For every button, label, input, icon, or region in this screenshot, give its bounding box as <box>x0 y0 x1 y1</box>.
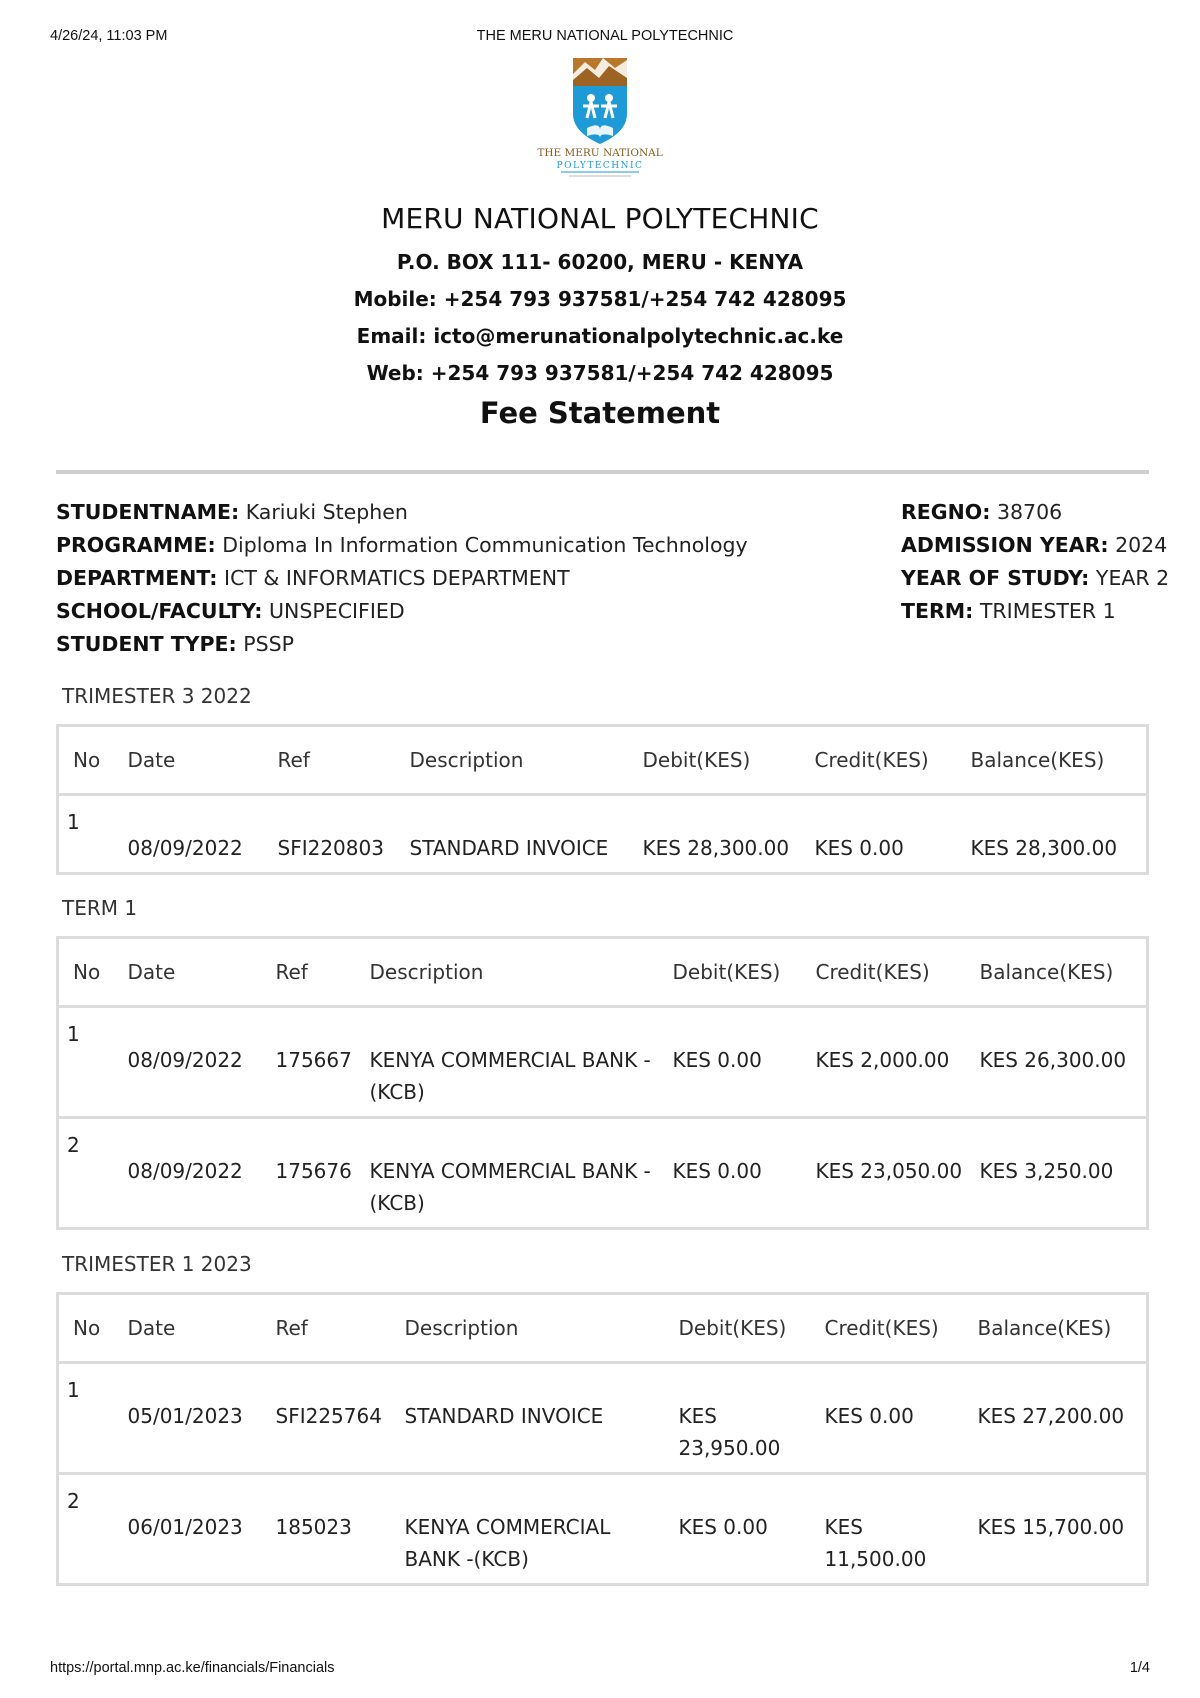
student-info-right <box>901 496 1169 628</box>
cell-no: 1 <box>67 810 80 834</box>
print-header <box>50 28 1160 48</box>
cell-debit: KES 28,300.00 <box>642 836 790 860</box>
table-header-row <box>58 938 1148 1007</box>
label-year-of-study: YEAR OF STUDY: <box>901 566 1090 590</box>
col-header-balance: Balance(KES) <box>970 1294 1148 1363</box>
cell-debit: KES 0.00 <box>672 1159 762 1183</box>
institution-name: MERU NATIONAL POLYTECHNIC <box>381 202 819 235</box>
student-admission-year: 2024 <box>1115 533 1168 557</box>
page-number: 1/4 <box>1129 1660 1150 1676</box>
cell-description: STANDARD INVOICE <box>397 1363 671 1474</box>
student-term: TRIMESTER 1 <box>979 599 1116 623</box>
cell-ref: SFI220803 <box>277 836 384 860</box>
cell-credit: KES 23,050.00 <box>815 1159 963 1183</box>
col-header-date: Date <box>120 1294 268 1363</box>
fee-table <box>56 936 1149 1230</box>
cell-date: 08/09/2022 <box>127 1159 243 1183</box>
cell-balance: KES 28,300.00 <box>970 836 1118 860</box>
col-header-ref: Ref <box>268 938 362 1007</box>
col-header-date: Date <box>120 938 268 1007</box>
cell-balance: KES 3,250.00 <box>979 1159 1114 1183</box>
cell-date: 06/01/2023 <box>127 1515 243 1539</box>
table-row <box>58 1474 1148 1585</box>
student-programme: Diploma In Information Communication Technology <box>222 533 748 557</box>
fee-table <box>56 1292 1149 1586</box>
label-programme: PROGRAMME: <box>56 533 216 557</box>
institution-logo <box>0 52 1200 186</box>
table-row <box>58 1363 1148 1474</box>
table-row <box>58 1007 1148 1118</box>
fee-table <box>56 724 1149 875</box>
col-header-date: Date <box>120 726 270 795</box>
student-regno: 38706 <box>996 500 1063 524</box>
col-header-description: Description <box>362 938 665 1007</box>
cell-credit: KES 2,000.00 <box>808 1007 972 1118</box>
cell-no: 2 <box>67 1489 80 1513</box>
label-student-name: STUDENTNAME: <box>56 500 240 524</box>
table-header-row <box>58 1294 1148 1363</box>
institution-address: P.O. BOX 111- 60200, MERU - KENYA <box>396 250 804 274</box>
label-school: SCHOOL/FACULTY: <box>56 599 263 623</box>
cell-description: KENYA COMMERCIAL BANK -(KCB) <box>369 1159 651 1215</box>
institution-email: Email: icto@merunationalpolytechnic.ac.ke <box>356 324 844 348</box>
col-header-description: Description <box>397 1294 671 1363</box>
institution-header <box>0 202 1200 430</box>
cell-description: KENYA COMMERCIAL BANK -(KCB) <box>362 1007 665 1118</box>
cell-no: 1 <box>58 1007 120 1118</box>
cell-date: 08/09/2022 <box>120 1007 268 1118</box>
document-title: Fee Statement <box>479 396 721 430</box>
col-header-balance: Balance(KES) <box>972 938 1148 1007</box>
cell-date: 05/01/2023 <box>120 1363 268 1474</box>
label-term: TERM: <box>901 599 974 623</box>
cell-date: 08/09/2022 <box>127 836 243 860</box>
print-datetime: 4/26/24, 11:03 PM <box>50 28 168 44</box>
table-row <box>58 1118 1148 1229</box>
col-header-credit: Credit(KES) <box>807 726 963 795</box>
col-header-balance: Balance(KES) <box>963 726 1148 795</box>
cell-ref: 175667 <box>268 1007 362 1118</box>
student-name: Kariuki Stephen <box>245 500 408 524</box>
col-header-debit: Debit(KES) <box>635 726 807 795</box>
student-department: ICT & INFORMATICS DEPARTMENT <box>224 566 570 590</box>
label-student-type: STUDENT TYPE: <box>56 632 237 656</box>
col-header-ref: Ref <box>268 1294 397 1363</box>
cell-no: 2 <box>67 1133 80 1157</box>
col-header-debit: Debit(KES) <box>671 1294 817 1363</box>
logo-text-line1: THE MERU NATIONAL <box>537 147 663 159</box>
cell-debit: KES 0.00 <box>678 1515 768 1539</box>
col-header-no: No <box>58 938 120 1007</box>
cell-ref: SFI225764 <box>268 1363 397 1474</box>
table-header-row <box>58 726 1148 795</box>
cell-description: STANDARD INVOICE <box>409 836 609 860</box>
cell-debit: KES 0.00 <box>665 1007 808 1118</box>
cell-debit: KES 23,950.00 <box>671 1363 817 1474</box>
student-info-left <box>56 496 748 661</box>
student-year-of-study: YEAR 2 <box>1095 566 1170 590</box>
student-school: UNSPECIFIED <box>269 599 405 623</box>
institution-mobile: Mobile: +254 793 937581/+254 742 428095 <box>353 287 847 311</box>
col-header-no: No <box>58 1294 120 1363</box>
col-header-no: No <box>58 726 120 795</box>
col-header-debit: Debit(KES) <box>665 938 808 1007</box>
cell-credit: KES 0.00 <box>817 1363 970 1474</box>
cell-description: KENYA COMMERCIAL BANK -(KCB) <box>404 1515 611 1571</box>
cell-credit: KES 11,500.00 <box>824 1515 927 1571</box>
col-header-description: Description <box>402 726 635 795</box>
section-title: TRIMESTER 1 2023 <box>62 1252 252 1276</box>
col-header-credit: Credit(KES) <box>808 938 972 1007</box>
col-header-ref: Ref <box>270 726 402 795</box>
institution-web: Web: +254 793 937581/+254 742 428095 <box>366 361 834 385</box>
label-regno: REGNO: <box>901 500 991 524</box>
cell-no: 1 <box>58 1363 120 1474</box>
section-title: TERM 1 <box>62 896 138 920</box>
print-page-title: THE MERU NATIONAL POLYTECHNIC <box>476 28 734 44</box>
cell-credit: KES 0.00 <box>814 836 904 860</box>
col-header-credit: Credit(KES) <box>817 1294 970 1363</box>
print-footer <box>50 1660 1150 1680</box>
cell-balance: KES 27,200.00 <box>970 1363 1148 1474</box>
section-title: TRIMESTER 3 2022 <box>62 684 252 708</box>
logo-text-line2: POLYTECHNIC <box>556 161 644 171</box>
divider <box>56 470 1149 474</box>
cell-ref: 175676 <box>275 1159 352 1183</box>
table-row <box>58 795 1148 874</box>
label-department: DEPARTMENT: <box>56 566 218 590</box>
label-admission-year: ADMISSION YEAR: <box>901 533 1109 557</box>
cell-balance: KES 15,700.00 <box>977 1515 1125 1539</box>
student-type: PSSP <box>243 632 295 656</box>
cell-balance: KES 26,300.00 <box>972 1007 1148 1118</box>
page-url-link[interactable]: https://portal.mnp.ac.ke/financials/Financials <box>50 1660 335 1676</box>
cell-ref: 185023 <box>275 1515 352 1539</box>
